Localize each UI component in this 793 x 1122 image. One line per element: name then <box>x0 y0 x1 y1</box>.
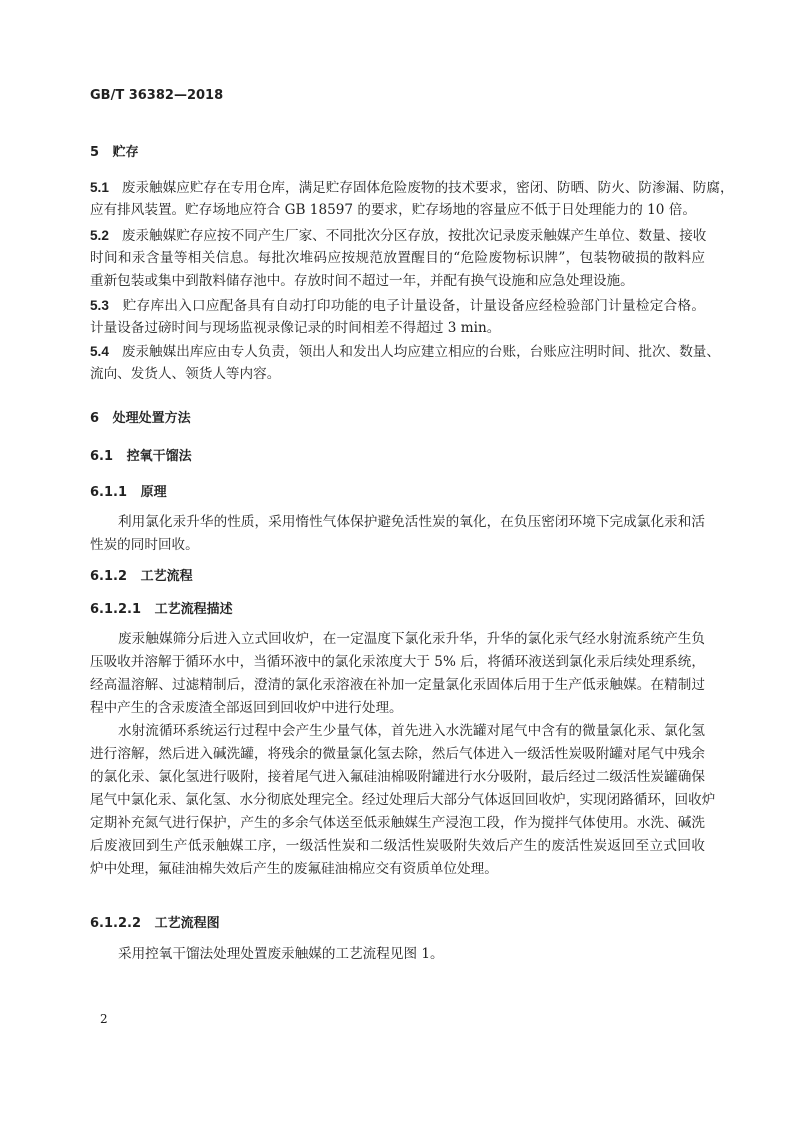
text-line: 经高温溶解、过滤精制后，澄清的氯化汞溶液在补加一定量氯化汞固体后用于生产低汞触媒。在精制过 <box>90 677 705 693</box>
clause-5-1 <box>90 176 734 222</box>
paragraph-process-2 <box>90 720 716 881</box>
text-line: 利用氯化汞升华的性质，采用惰性气体保护避免活性炭的氧化，在负压密闭环境下完成氯化汞和活 <box>118 514 705 530</box>
heading-number: 6.1.2.2 <box>90 916 141 931</box>
text-line <box>90 340 720 363</box>
heading-6-1-1 <box>90 481 705 500</box>
heading-title: 工艺流程描述 <box>154 602 233 617</box>
heading-5 <box>90 141 705 160</box>
text-line: 定期补充氮气进行保护，产生的多余气体送至低汞触媒生产浸泡工段，作为搅拌气体使用。水洗、碱洗 <box>90 815 705 831</box>
text-line <box>90 224 705 247</box>
text-line: 后废液回到生产低汞触媒工序，一级活性炭和二级活性炭吸附失效后产生的废活性炭返回至立式回收 <box>90 838 705 854</box>
text-line: 炉中处理，氟硅油棉失效后产生的废氟硅油棉应交有资质单位处理。 <box>90 861 498 877</box>
heading-number: 6.1.1 <box>90 485 128 500</box>
page-number: 2 <box>100 1012 108 1026</box>
line-text: 贮存库出入口应配备具有自动打印功能的电子计量设备，计量设备应经检验部门计量检定合格。 <box>122 298 705 314</box>
text-line: 压吸收并溶解于循环水中，当循环液中的氯化汞浓度大于 5% 后，将循环液送到氯化汞后续处理系统， <box>90 654 705 670</box>
heading-number: 6.1 <box>90 449 114 464</box>
heading-number: 6.1.2 <box>90 569 128 584</box>
heading-title: 工艺流程图 <box>154 916 220 931</box>
text-line: 的氯化汞、氯化氢进行吸附，接着尾气进入氟硅油棉吸附罐进行水分吸附，最后经过二级活性炭罐确保 <box>90 769 705 785</box>
clause-number: 5.3 <box>90 298 109 313</box>
text-line: 尾气中氯化汞、氯化氢、水分彻底处理完全。经过处理后大部分气体返回回收炉，实现闭路循环，回收炉 <box>90 792 716 808</box>
heading-6 <box>90 407 705 426</box>
text-line: 程中产生的含汞废渣全部返回到回收炉中进行处理。 <box>90 700 403 716</box>
text-line: 进行溶解，然后进入碱洗罐，将残余的微量氯化氢去除，然后气体进入一级活性炭吸附罐对尾气中残余 <box>90 746 705 762</box>
clause-5-3 <box>90 294 705 340</box>
text-line: 性炭的同时回收。 <box>90 537 199 553</box>
heading-6-1-2-2 <box>90 912 705 931</box>
clause-number: 5.4 <box>90 344 109 359</box>
heading-6-1-2 <box>90 565 705 584</box>
text-line <box>90 294 705 317</box>
text-line: 计量设备过磅时间与现场监视录像记录的时间相差不得超过 3 min。 <box>90 320 501 336</box>
text-line: 水射流循环系统运行过程中会产生少量气体，首先进入水洗罐对尾气中含有的微量氯化汞、氯化氢 <box>118 723 705 739</box>
heading-title: 贮存 <box>112 145 139 160</box>
paragraph-principle <box>90 511 705 557</box>
line-text: 废汞触媒贮存应按不同产生厂家、不同批次分区存放，按批次记录废汞触媒产生单位、数量、接收 <box>121 228 707 244</box>
text-line: 废汞触媒筛分后进入立式回收炉，在一定温度下氯化汞升华，升华的氯化汞气经水射流系统产生负 <box>118 631 705 647</box>
clause-number: 5.2 <box>90 228 109 243</box>
text-line: 流向、发货人、领货人等内容。 <box>90 366 281 382</box>
heading-title: 原理 <box>140 485 167 500</box>
paragraph-flowchart-ref <box>90 943 705 966</box>
heading-title: 处理处置方法 <box>112 411 191 426</box>
heading-title: 控氧干馏法 <box>126 449 192 464</box>
clause-number: 5.1 <box>90 180 109 195</box>
line-text: 废汞触媒出库应由专人负责，领出人和发出人均应建立相应的台账，台账应注明时间、批次、数量、 <box>121 344 720 360</box>
text-line: 重新包装或集中到散料储存池中。存放时间不超过一年，并配有换气设施和应急处理设施。 <box>90 273 634 289</box>
heading-6-1-2-1 <box>90 598 705 617</box>
standard-code: GB/T 36382—2018 <box>90 88 224 103</box>
heading-number: 6 <box>90 411 100 426</box>
heading-6-1 <box>90 445 705 464</box>
paragraph-process-1 <box>90 628 705 720</box>
heading-number: 5 <box>90 145 100 160</box>
text-line: 采用控氧干馏法处理处置废汞触媒的工艺流程见图 1。 <box>118 946 444 962</box>
text-line: 时间和汞含量等相关信息。每批次堆码应按规范放置醒目的“危险废物标识牌”，包装物破损的散料应 <box>90 250 705 266</box>
text-line: 应有排风装置。贮存场地应符合 GB 18597 的要求，贮存场地的容量应不低于日处理能力的 10 倍。 <box>90 202 696 218</box>
text-line <box>90 176 734 199</box>
heading-number: 6.1.2.1 <box>90 602 141 617</box>
line-text: 废汞触媒应贮存在专用仓库，满足贮存固体危险废物的技术要求，密闭、防晒、防火、防渗漏、防腐， <box>121 180 734 196</box>
clause-5-4 <box>90 340 720 386</box>
clause-5-2 <box>90 224 705 293</box>
heading-title: 工艺流程 <box>140 569 193 584</box>
